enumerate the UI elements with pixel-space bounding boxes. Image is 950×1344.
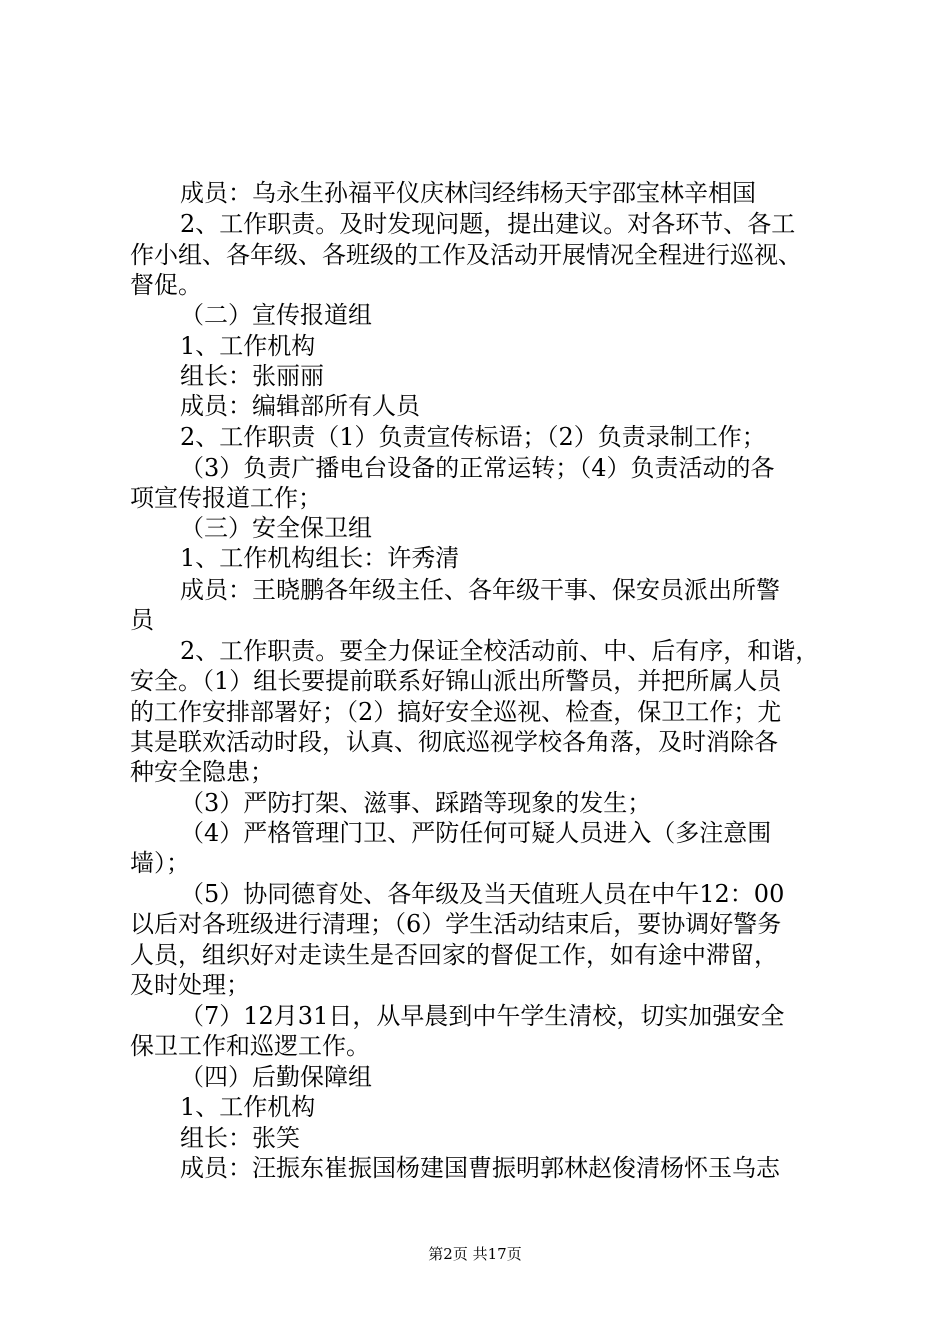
section-heading: （二）宣传报道组: [180, 301, 372, 329]
section-heading: （四）后勤保障组: [180, 1063, 372, 1091]
text-line: （5）协同德育处、各年级及当天值班人员在中午12：00: [180, 880, 785, 908]
text-line: 1、工作机构: [180, 1093, 316, 1121]
text-line: 组长：张笑: [180, 1124, 300, 1152]
text-line: （3）负责广播电台设备的正常运转；（4）负责活动的各: [180, 454, 775, 482]
text-line: 1、工作机构: [180, 332, 316, 360]
text-line: 安全。（1）组长要提前联系好锦山派出所警员，并把所属人员: [130, 667, 782, 695]
section-heading: （三）安全保卫组: [180, 514, 372, 542]
text-line: 1、工作机构组长：许秀清: [180, 544, 460, 572]
text-line: 成员：王晓鹏各年级主任、各年级干事、保安员派出所警: [180, 576, 780, 604]
text-line: 种安全隐患；: [130, 758, 274, 786]
text-line: 以后对各班级进行清理；（6）学生活动结束后，要协调好警务: [130, 910, 782, 938]
text-line: 成员：汪振东崔振国杨建国曹振明郭林赵俊清杨怀玉乌志: [180, 1154, 780, 1182]
page-footer: [0, 1244, 950, 1264]
text-line: 其是联欢活动时段，认真、彻底巡视学校各角落，及时消除各: [130, 728, 778, 756]
text-line: 2、工作职责。及时发现问题，提出建议。对各环节、各工: [180, 210, 796, 238]
page-number: 第2页 共17页: [428, 1245, 522, 1263]
text-line: （3）严防打架、滋事、踩踏等现象的发生；: [180, 789, 652, 817]
text-line: （7）12月31日，从早晨到中午学生清校，切实加强安全: [180, 1002, 785, 1030]
text-line: 的工作安排部署好；（2）搞好安全巡视、检查，保卫工作；尤: [130, 698, 782, 726]
text-line: 组长：张丽丽: [180, 362, 324, 390]
text-line: 保卫工作和巡逻工作。: [130, 1032, 370, 1060]
text-line: 作小组、各年级、各班级的工作及活动开展情况全程进行巡视、: [130, 241, 802, 269]
text-line: 及时处理；: [130, 971, 250, 999]
text-line: （4）严格管理门卫、严防任何可疑人员进入（多注意围: [180, 819, 772, 847]
text-line: 人员，组织好对走读生是否回家的督促工作，如有途中滞留，: [130, 941, 778, 969]
text-line: 墙）；: [130, 849, 190, 877]
text-line: 2、工作职责。要全力保证全校活动前、中、后有序，和谐，: [180, 637, 820, 665]
text-line: 员: [130, 606, 154, 634]
text-line: 督促。: [130, 271, 202, 299]
text-line: 成员：乌永生孙福平仪庆林闫经纬杨天宇邵宝林辛相国: [180, 179, 756, 207]
text-line: 2、工作职责（1）负责宣传标语；（2）负责录制工作；: [180, 423, 766, 451]
text-line: 项宣传报道工作；: [130, 484, 322, 512]
text-line: 成员：编辑部所有人员: [180, 392, 420, 420]
